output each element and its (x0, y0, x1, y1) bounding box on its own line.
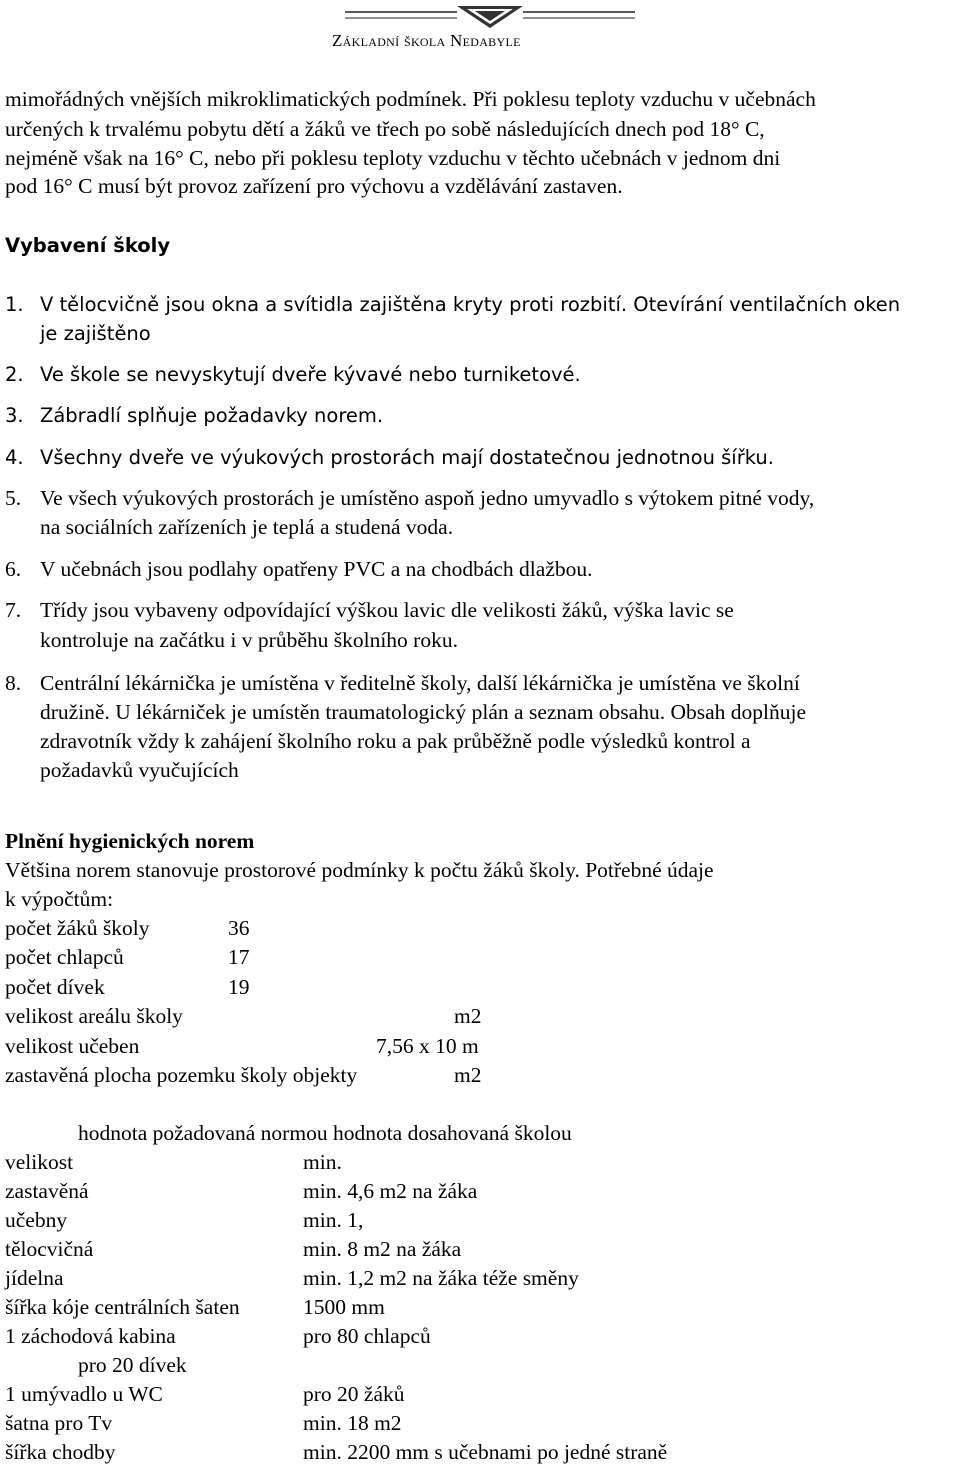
item-text: kontroluje na začátku i v průběhu školního roku. (40, 628, 458, 652)
norm-label: jídelna (5, 1266, 64, 1290)
norm-value: min. 1,2 m2 na žáka téže směny (303, 1266, 579, 1290)
stat-label: počet dívek (5, 975, 105, 999)
item-number: 8. (5, 671, 22, 695)
item-number: 1. (5, 293, 24, 316)
stat-value: m2 (454, 1063, 482, 1087)
item-text: Centrální lékárnička je umístěna v ředitelně školy, další lékárnička je umístěna ve školní (40, 671, 800, 695)
item-text: družině. U lékárniček je umístěn traumatologický plán a seznam obsahu. Obsah doplňuje (40, 700, 807, 724)
intro-line: pod 16° C musí být provoz zařízení pro výchovu a vzdělávání zastaven. (5, 174, 623, 198)
intro-line: mimořádných vnějších mikroklimatických podmínek. Při poklesu teploty vzduchu v učebnách (5, 87, 816, 111)
norm-value: min. 8 m2 na žáka (303, 1237, 462, 1261)
item-text: Třídy jsou vybaveny odpovídající výškou lavic dle velikosti žáků, výška lavic se (40, 598, 734, 622)
school-name: Základní škola Nedabyle (332, 31, 521, 50)
norm-label: tělocvičná (5, 1237, 94, 1261)
item-text: V tělocvičně jsou okna a svítidla zajištěna kryty proti rozbití. Otevírání ventilačních oken (40, 293, 901, 316)
item-number: 2. (5, 363, 24, 386)
stat-label: počet žáků školy (5, 916, 150, 940)
item-number: 3. (5, 404, 24, 427)
stat-label: počet chlapců (5, 945, 124, 969)
stat-value: 7,56 x 10 m (376, 1034, 479, 1058)
logo-emblem-icon (345, 2, 635, 30)
item-text: V učebnách jsou podlahy opatřeny PVC a na chodbách dlažbou. (40, 557, 593, 581)
intro-line: nejméně však na 16° C, nebo při poklesu teploty vzduchu v těchto učebnách v jednom dni (5, 146, 781, 170)
hygiene-intro-line: k výpočtům: (5, 887, 114, 911)
intro-line: určených k trvalému pobytu dětí a žáků ve třech po sobě následujících dnech pod 18° C, (5, 117, 765, 141)
item-text: na sociálních zařízeních je teplá a studená voda. (40, 515, 454, 539)
norm-table-header: hodnota požadovaná normou hodnota dosahovaná školou (78, 1121, 572, 1145)
hygiene-intro-line: Většina norem stanovuje prostorové podmínky k počtu žáků školy. Potřebné údaje (5, 858, 714, 882)
norm-label: pro 20 dívek (78, 1353, 187, 1377)
item-text: zdravotník vždy k zahájení školního roku a pak průběžně podle výsledků kontrol a (40, 729, 751, 753)
norm-value: 1500 mm (303, 1295, 385, 1319)
item-text: Ve všech výukových prostorách je umístěno aspoň jedno umyvadlo s výtokem pitné vody, (40, 486, 815, 510)
norm-value: pro 80 chlapců (303, 1324, 431, 1348)
stat-value: 19 (228, 975, 250, 999)
stat-value: m2 (454, 1004, 482, 1028)
norm-label: šířka chodby (5, 1440, 116, 1464)
stat-label: zastavěná plocha pozemku školy objekty (5, 1063, 358, 1087)
item-number: 5. (5, 486, 22, 510)
equipment-heading: Vybavení školy (5, 234, 171, 257)
item-text: požadavků vyučujících (40, 758, 239, 782)
stat-label: velikost učeben (5, 1034, 140, 1058)
norm-value: min. (303, 1150, 342, 1174)
norm-value: pro 20 žáků (303, 1382, 405, 1406)
hygiene-heading: Plnění hygienických norem (5, 829, 255, 853)
item-number: 6. (5, 557, 22, 581)
norm-label: velikost (5, 1150, 74, 1174)
item-text: je zajištěno (40, 322, 151, 345)
item-text: Všechny dveře ve výukových prostorách mají dostatečnou jednotnou šířku. (40, 446, 774, 469)
stat-value: 17 (228, 945, 250, 969)
stat-label: velikost areálu školy (5, 1004, 183, 1028)
norm-value: min. 2200 mm s učebnami po jedné straně (303, 1440, 668, 1464)
stat-value: 36 (228, 916, 250, 940)
item-number: 4. (5, 446, 24, 469)
item-number: 7. (5, 598, 22, 622)
norm-label: učebny (5, 1208, 68, 1232)
norm-value: min. 1, (303, 1208, 364, 1232)
norm-label: 1 umývadlo u WC (5, 1382, 163, 1406)
item-text: Ve škole se nevyskytují dveře kývavé nebo turniketové. (40, 363, 581, 386)
norm-label: šatna pro Tv (5, 1411, 113, 1435)
norm-label: 1 záchodová kabina (5, 1324, 176, 1348)
norm-label: zastavěná (5, 1179, 89, 1203)
norm-value: min. 4,6 m2 na žáka (303, 1179, 478, 1203)
norm-label: šířka kóje centrálních šaten (5, 1295, 240, 1319)
item-text: Zábradlí splňuje požadavky norem. (40, 404, 384, 427)
norm-value: min. 18 m2 (303, 1411, 402, 1435)
